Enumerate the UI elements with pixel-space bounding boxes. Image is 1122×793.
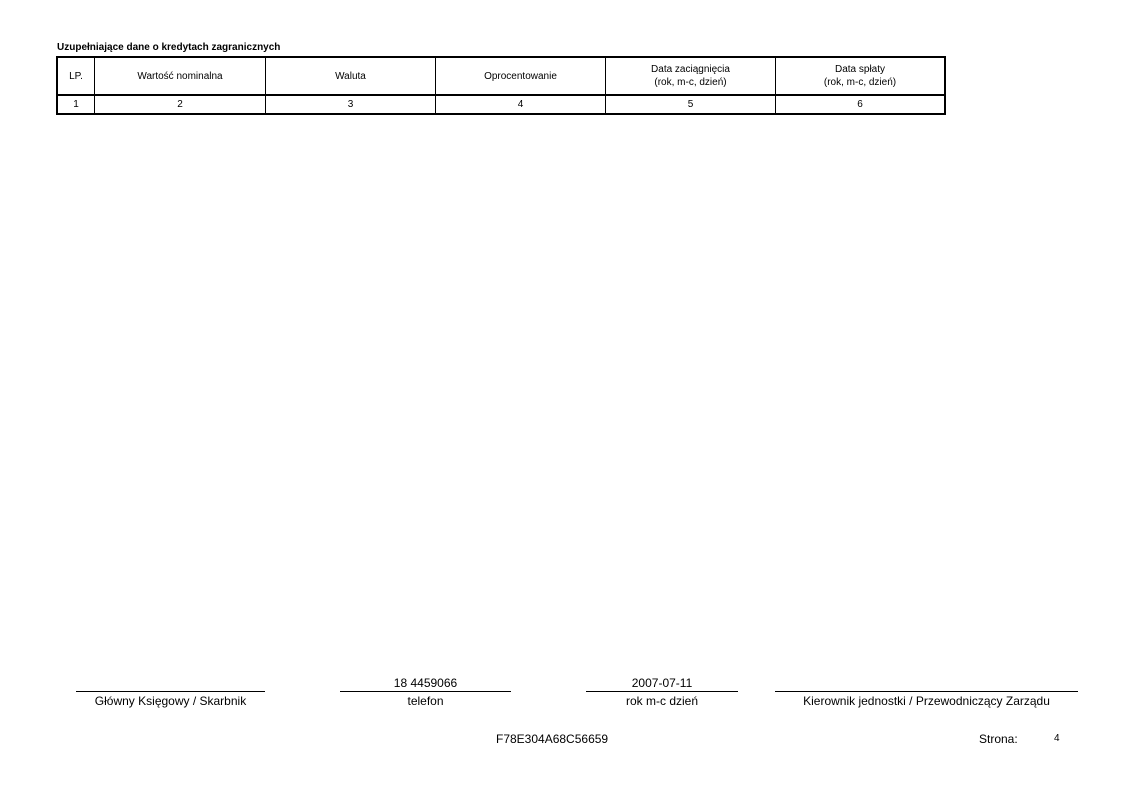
head-of-unit-signature-value (775, 676, 1078, 691)
column-header-repayment-date (776, 57, 946, 95)
chief-accountant-signature-value (76, 676, 265, 691)
page-number: 4 (1054, 733, 1060, 744)
column-header-lp (57, 57, 95, 95)
column-header-date-taken-format: (rok, m-c, dzień) (654, 77, 727, 88)
column-header-nominal-value-label: Wartość nominalna (137, 70, 223, 82)
column-header-interest (436, 57, 606, 95)
column-number: 1 (57, 95, 95, 114)
document-code: F78E304A68C56659 (496, 732, 609, 746)
signature-line (775, 691, 1078, 692)
signature-line (340, 691, 511, 692)
phone-value: 18 4459066 (393, 676, 458, 690)
chief-accountant-label: Główny Księgowy / Skarbnik (94, 694, 247, 708)
chief-accountant-signature (76, 676, 265, 709)
column-header-repayment-date-label: Data spłaty (834, 64, 886, 75)
column-header-repayment-date-format: (rok, m-c, dzień) (823, 77, 897, 88)
section-title: Uzupełniające dane o kredytach zagranicznych (57, 42, 281, 53)
column-header-date-taken-label: Data zaciągnięcia (651, 64, 730, 75)
column-number: 6 (776, 95, 946, 114)
column-number-row (57, 95, 945, 114)
date-label: rok m-c dzień (625, 694, 699, 708)
column-header-lp-label: LP. (69, 70, 83, 82)
phone-label: telefon (407, 694, 444, 708)
column-header-interest-label: Oprocentowanie (484, 70, 557, 82)
column-header-currency-label: Waluta (335, 70, 366, 82)
column-number: 3 (266, 95, 436, 114)
date-value: 2007-07-11 (631, 676, 693, 690)
column-number: 4 (436, 95, 606, 114)
head-of-unit-signature (775, 676, 1078, 709)
signature-line (76, 691, 265, 692)
head-of-unit-label: Kierownik jednostki / Przewodniczący Zarządu (803, 694, 1050, 708)
page-label: Strona: (979, 732, 1018, 746)
table-header-row (57, 57, 945, 95)
phone-field (340, 676, 511, 709)
column-number: 5 (606, 95, 776, 114)
column-number: 2 (95, 95, 266, 114)
column-header-date-taken (606, 57, 776, 95)
column-header-currency (266, 57, 436, 95)
column-header-nominal-value (95, 57, 266, 95)
foreign-credits-table (56, 56, 946, 115)
date-field (586, 676, 738, 709)
signature-line (586, 691, 738, 692)
